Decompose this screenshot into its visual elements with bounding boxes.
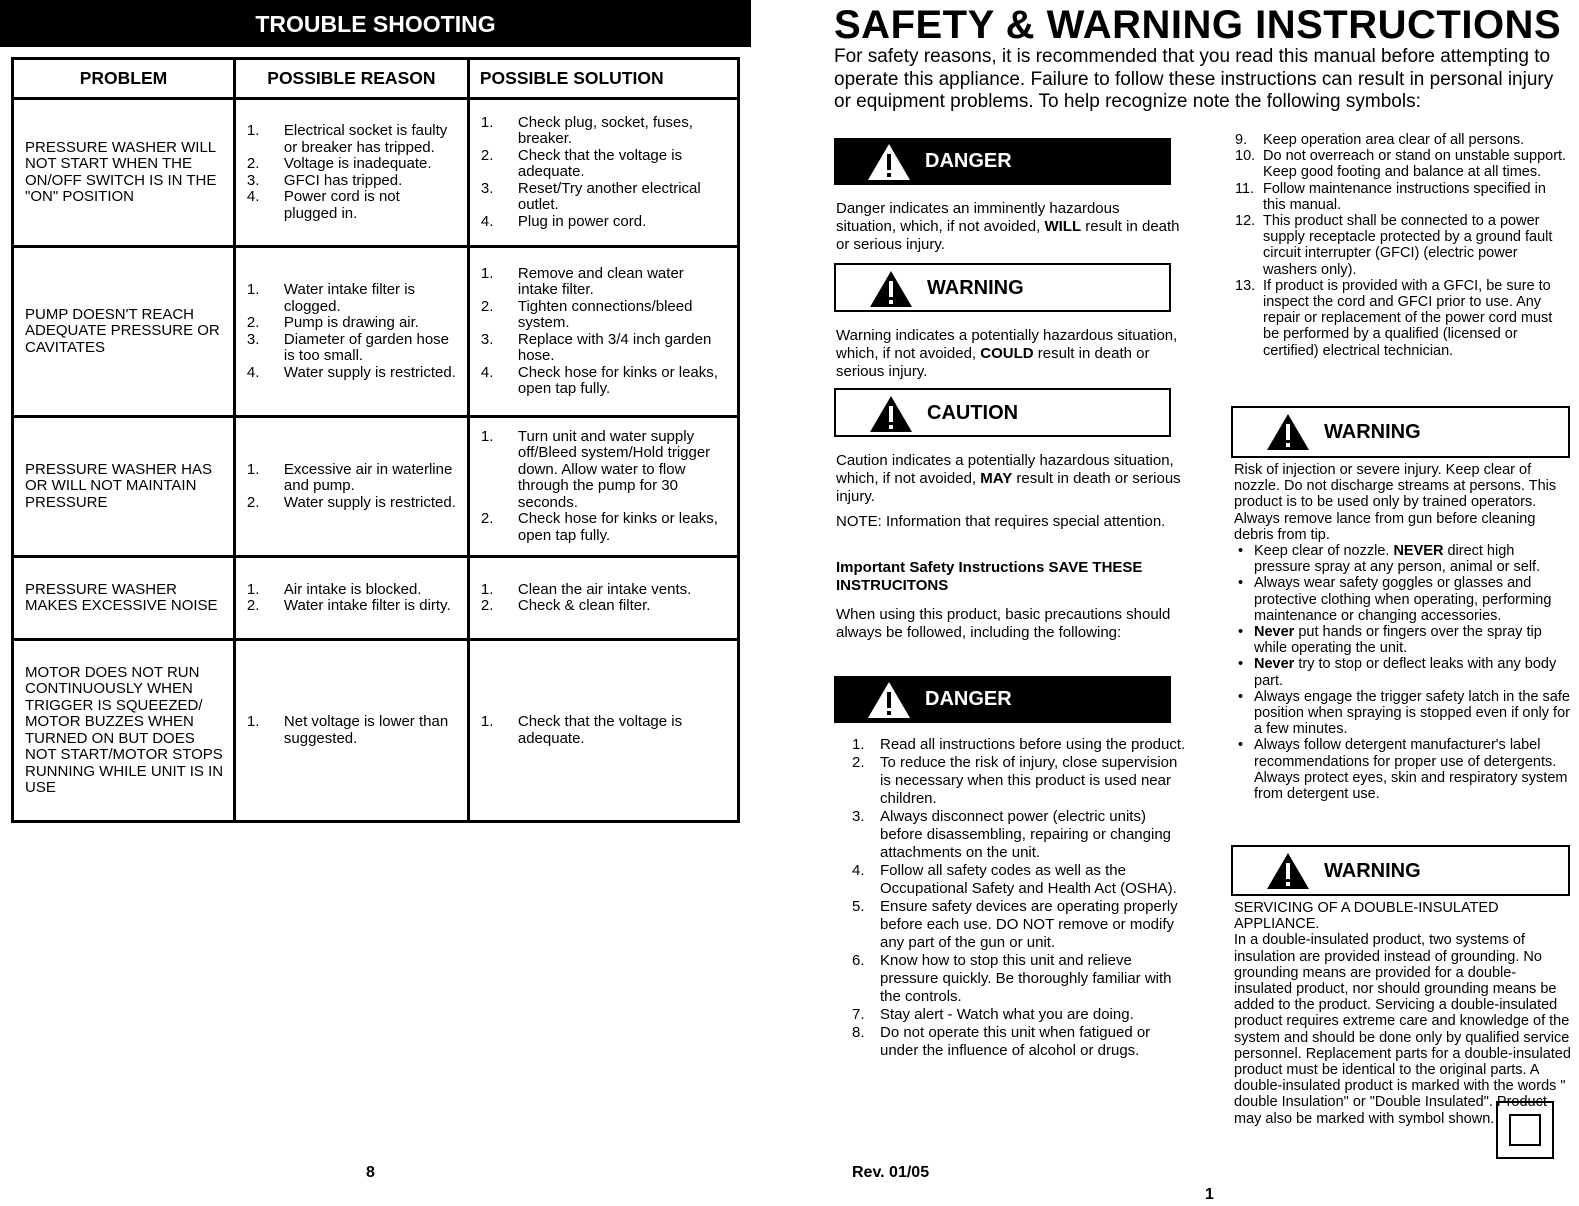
list-item: 1. Turn unit and water supply off/Bleed system/Hold trigger down. Allow water to flow through the pump for 30 seconds. <box>480 427 711 511</box>
list-item: 3. GFCI has tripped. <box>246 171 403 189</box>
list-item: 4. Plug in power cord. <box>480 212 647 230</box>
list-item: 1. Excessive air in waterline and pump. <box>246 460 453 495</box>
bullet-item: • Always wear safety goggles or glasses and protective clothing when operating, performing maintenance or changing accessories. <box>1236 575 1570 624</box>
warning-banner-2 <box>1231 406 1570 458</box>
list-item: 8. Do not operate this unit when fatigued or under the influence of alcohol or drugs. <box>852 1024 1151 1059</box>
list-item: 1. Air intake is blocked. <box>246 580 422 598</box>
problem-cell: MOTOR DOES NOT RUN CONTINUOUSLY WHEN TRIGGER IS SQUEEZED/ MOTOR BUZZES WHEN TURNED ON BUT DOES NOT START/MOTOR STOPS RUNNING WHILE UNIT IS IN USE <box>13 640 235 822</box>
warning-triangle-icon <box>867 143 911 181</box>
danger-list <box>852 736 1187 1060</box>
list-item: 2. Pump is drawing air. <box>246 314 419 331</box>
table-row <box>13 640 739 822</box>
caution-definition: Caution indicates a potentially hazardous situation, which, if not avoided, MAY result in death or serious injury. <box>836 452 1181 505</box>
list-item: 4. Power cord is not plugged in. <box>246 188 400 222</box>
warning-banner-3 <box>1231 845 1570 896</box>
table-header-row <box>13 59 739 99</box>
list-item: 12. This product shall be connected to a power supply receptacle protected by a ground fault circuit interrupter (GFCI) (electric power washers only). <box>1235 213 1553 278</box>
list-item: 2. Tighten connections/bleed system. <box>480 297 693 331</box>
list-item: 1. Check that the voltage is adequate. <box>480 713 683 747</box>
list-item: 1. Read all instructions before using the product. <box>852 736 1186 753</box>
caution-banner <box>834 388 1171 437</box>
problem-cell: PRESSURE WASHER MAKES EXCESSIVE NOISE <box>13 557 235 640</box>
warning-triangle-icon <box>1266 413 1310 451</box>
servicing-section <box>1234 900 1574 1127</box>
bullet-item: • Never try to stop or deflect leaks with any body part. <box>1236 656 1570 688</box>
list-item: 4. Follow all safety codes as well as the Occupational Safety and Health Act (OSHA). <box>852 862 1177 897</box>
list-item: 4. Check hose for kinks or leaks, open tap fully. <box>480 363 718 397</box>
problem-cell: PRESSURE WASHER WILL NOT START WHEN THE ON/OFF SWITCH IS IN THE "ON" POSITION <box>13 99 235 247</box>
list-item: 10. Do not overreach or stand on unstable support. Keep good footing and balance at all times. <box>1235 148 1567 181</box>
bullet-item: • Always follow detergent manufacturer's label recommendations for proper use of detergents. Always protect eyes, skin and respiratory system from detergent use. <box>1236 737 1570 802</box>
injection-text: Risk of injection or severe injury. Keep clear of nozzle. Do not discharge streams at persons. This product is to be used only by trained operators. Always remove lance from gun before cleaning debris from tip. <box>1234 462 1557 543</box>
page-number-right: 1 <box>1205 1186 1214 1203</box>
troubleshooting-header: TROUBLE SHOOTING <box>0 0 751 47</box>
bullet-item: • Keep clear of nozzle. NEVER direct high pressure spray at any person, animal or self. <box>1236 543 1570 575</box>
list-item: 2. Water intake filter is dirty. <box>246 597 451 614</box>
important-heading: Important Safety Instructions SAVE THESE INSTRUCITONS <box>836 559 1143 594</box>
table-row <box>13 557 739 640</box>
list-item: 3. Reset/Try another electrical outlet. <box>480 179 701 214</box>
warning-definition: Warning indicates a potentially hazardous situation, which, if not avoided, COULD result in death or serious injury. <box>836 327 1178 380</box>
list-item: 2. Water supply is restricted. <box>246 493 456 511</box>
table-row <box>13 417 739 557</box>
solution-cell <box>468 557 738 640</box>
list-item: 9. Keep operation area clear of all persons. <box>1235 132 1525 148</box>
list-item: 3. Always disconnect power (electric units) before disassembling, repairing or changing attachments on the unit. <box>852 808 1172 861</box>
solution-cell <box>468 417 738 557</box>
list-item: 3. Diameter of garden hose is too small. <box>246 330 450 364</box>
page-number-left: 8 <box>366 1164 375 1181</box>
safety-list-continued <box>1235 132 1570 359</box>
list-item: 1. Clean the air intake vents. <box>480 580 692 598</box>
reason-cell <box>234 557 468 640</box>
warning-triangle-icon <box>1266 852 1310 890</box>
reason-cell <box>234 640 468 822</box>
warning-label-3: WARNING <box>1324 860 1421 882</box>
list-item: 2. Check & clean filter. <box>480 597 651 614</box>
page-title: SAFETY & WARNING INSTRUCTIONS <box>834 3 1562 47</box>
note-paragraph: NOTE: Information that requires special attention. <box>836 513 1166 530</box>
warning-triangle-icon <box>869 395 913 433</box>
list-item: 2. Check hose for kinks or leaks, open tap fully. <box>480 510 718 544</box>
danger-label-2: DANGER <box>925 688 1012 710</box>
danger-banner-2 <box>834 676 1171 723</box>
warning-triangle-icon <box>867 681 911 719</box>
double-insulation-inner-square <box>1509 1114 1541 1146</box>
list-item: 2. Check that the voltage is adequate. <box>480 146 683 181</box>
double-insulation-symbol <box>1496 1101 1554 1159</box>
solution-cell <box>468 99 738 247</box>
table-row <box>13 247 739 417</box>
servicing-text: In a double-insulated product, two systems of insulation are provided instead of grounding. No grounding means are provided for a double-insulated product, nor should grounding means be added to the product. Servicing a double-insulated product requires extreme care and knowledge of the system and should be done only by qualified service personnel. Replacement parts for a double-insulated product must be identical to the original parts. A double-insulated product is marked with the words " double Insulation" or "Double Insulated". Product may also be marked with symbol shown. <box>1234 932 1571 1127</box>
danger-banner <box>834 138 1171 185</box>
list-item: 5. Ensure safety devices are operating properly before each use. DO NOT remove or modify any part of the gun or unit. <box>852 898 1178 951</box>
list-item: 6. Know how to stop this unit and relieve pressure quickly. Be thoroughly familiar with the controls. <box>852 952 1172 1005</box>
list-item: 4. Water supply is restricted. <box>246 363 456 381</box>
list-item: 2. Voltage is inadequate. <box>246 155 432 172</box>
problem-cell: PUMP DOESN'T REACH ADEQUATE PRESSURE OR CAVITATES <box>13 247 235 417</box>
reason-cell <box>234 247 468 417</box>
servicing-heading: SERVICING OF A DOUBLE-INSULATED APPLIANCE. <box>1234 900 1499 933</box>
bullet-item: • Never put hands or fingers over the spray tip while operating the unit. <box>1236 624 1570 656</box>
bullet-item: • Always engage the trigger safety latch in the safe position when spraying is stopped even if only for a few minutes. <box>1236 689 1570 738</box>
solution-cell <box>468 640 738 822</box>
caution-label: CAUTION <box>927 402 1019 424</box>
warning-banner <box>834 263 1171 312</box>
list-item: 2. To reduce the risk of injury, close supervision is necessary when this product is used near children. <box>852 754 1178 807</box>
list-item: 1. Net voltage is lower than suggested. <box>246 713 449 747</box>
reason-cell <box>234 99 468 247</box>
list-item: 7. Stay alert - Watch what you are doing. <box>852 1006 1134 1023</box>
injection-warning <box>1234 462 1570 802</box>
reason-cell <box>234 417 468 557</box>
list-item: 1. Water intake filter is clogged. <box>246 281 416 315</box>
warning-label-2: WARNING <box>1324 421 1421 443</box>
intro-paragraph: For safety reasons, it is recommended that you read this manual before attempting to operate this appliance. Failure to follow these instructions can result in personal injury or equipment problems. To help recognize note the following symbols: <box>834 46 1554 112</box>
list-item: 1. Electrical socket is faulty or breaker has tripped. <box>246 122 448 156</box>
warning-triangle-icon <box>869 270 913 308</box>
list-item: 13. If product is provided with a GFCI, be sure to inspect the cord and GFCI prior to use. Any repair or replacement of the power cord must be performed by a qualified (licensed or certified) electrical technician. <box>1235 277 1553 359</box>
list-item: 1. Check plug, socket, fuses, breaker. <box>480 113 693 148</box>
warning-label: WARNING <box>927 277 1024 299</box>
troubleshooting-table <box>11 57 740 823</box>
danger-definition: Danger indicates an imminently hazardous situation, which, if not avoided, WILL result in death or serious injury. <box>836 200 1180 253</box>
problem-cell: PRESSURE WASHER HAS OR WILL NOT MAINTAIN PRESSURE <box>13 417 235 557</box>
list-item: 3. Replace with 3/4 inch garden hose. <box>480 330 712 364</box>
danger-label: DANGER <box>925 150 1012 172</box>
precautions-paragraph: When using this product, basic precautions should always be followed, including the following: <box>836 606 1171 641</box>
list-item: 1. Remove and clean water intake filter. <box>480 264 684 298</box>
table-row <box>13 99 739 247</box>
revision-label: Rev. 01/05 <box>852 1164 930 1181</box>
column-header-problem: PROBLEM <box>13 59 235 99</box>
solution-cell <box>468 247 738 417</box>
column-header-reason: POSSIBLE REASON <box>234 59 468 99</box>
column-header-solution: POSSIBLE SOLUTION <box>468 59 738 99</box>
list-item: 11. Follow maintenance instructions specified in this manual. <box>1235 180 1546 213</box>
